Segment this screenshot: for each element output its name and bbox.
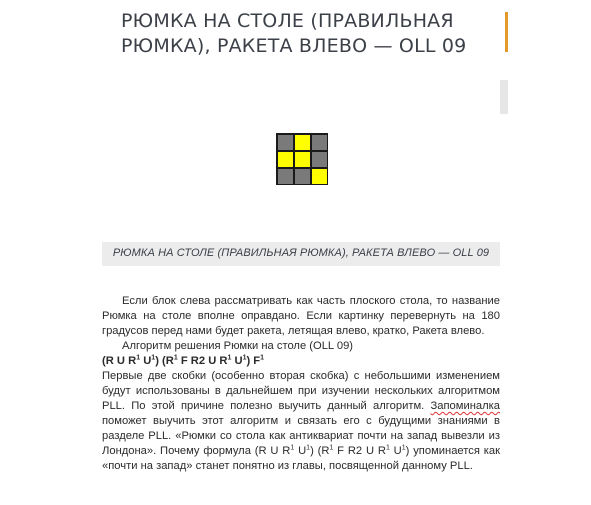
paragraph-explanation: Первые две скобки (особенно вторая скобка) с небольшими изменением будут использованы в дальнейшем при изучении нескольких алгоритмом PLL. По этой причине полезно выучить данный алгоритм. Запоминалка поможет выучить этот алгоритм и связать его с будущими знаниями в разделе PLL. «Рюмки со стола как антиквариат почти на запад вывезли из Лондона». Почему формула (R U $R^1$ $U^1$) ($R^1$ F R2 U $R^1$ $U^1$) упоминается как «почти на запад» станет понятно из главы, посвященной данному PLL. — [102, 370, 501, 472]
mnemonic-term: Запоминалка — [430, 400, 500, 412]
scroll-tab[interactable] — [500, 80, 508, 114]
cube-cell-gray — [278, 169, 293, 184]
cube-cell-yellow — [278, 152, 293, 167]
cube-cell-gray — [312, 152, 327, 167]
paragraph-intro: Если блок слева рассматривать как часть плоского стола, то название Рюмка на столе вполне оправдано. Если картинку перевернуть на 180 градусов перед нами будет ракета, летящая влево, кратко, Ракета влево. — [102, 295, 500, 337]
cube-cell-gray — [295, 169, 310, 184]
page-title: РЮМКА НА СТОЛЕ (ПРАВИЛЬНАЯ РЮМКА), РАКЕТА ВЛЕВО — OLL 09 — [121, 10, 467, 57]
article-body — [102, 294, 500, 474]
cube-cell-gray — [312, 135, 327, 150]
cube-diagram — [276, 133, 328, 185]
image-caption: РЮМКА НА СТОЛЕ (ПРАВИЛЬНАЯ РЮМКА), РАКЕТА ВЛЕВО — OLL 09 — [112, 247, 490, 259]
image-caption-bar — [102, 242, 500, 266]
cube-cell-yellow — [295, 135, 310, 150]
cube-cell-gray — [278, 135, 293, 150]
accent-bar — [505, 12, 508, 52]
cube-cell-yellow — [295, 152, 310, 167]
algorithm-heading: Алгоритм решения Рюмки на столе (OLL 09) — [122, 340, 354, 352]
cube-cell-yellow — [312, 169, 327, 184]
algorithm-formula: (R U $R^1$ $U^1$) ($R^1$ F R2 U $R^1$ $U^1$) $F^1$ — [102, 354, 265, 367]
